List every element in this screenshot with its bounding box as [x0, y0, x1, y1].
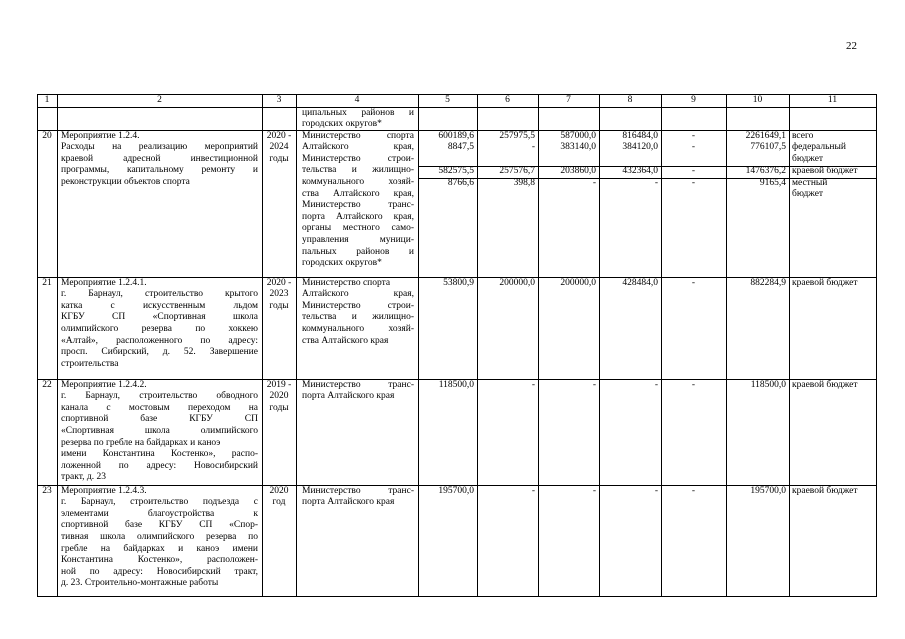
amount-c5: 53800,9	[443, 277, 474, 288]
column-header-8: 8	[627, 94, 633, 105]
amount-c6: 257975,5	[499, 130, 535, 141]
measure-description-line: ложенной по адресу: Новосибирский	[61, 460, 258, 471]
column-header-11: 11	[827, 94, 838, 105]
measure-description-line: ной по адресу: Новосибирский тракт,	[61, 566, 258, 577]
column-header-3: 3	[276, 94, 282, 105]
table-column-rule	[296, 94, 297, 597]
funding-source: федеральный	[792, 142, 846, 152]
amount-c7: 587000,0	[560, 130, 596, 141]
executor-continuation-line: городских округов*	[302, 119, 382, 130]
amount-c6: -	[531, 379, 535, 390]
amount-total: 195700,0	[750, 485, 786, 496]
period-line: 2023	[269, 289, 289, 300]
table-row-rule	[37, 107, 877, 108]
amount-c5: 8847,5	[447, 142, 474, 152]
amount-c7: 383140,0	[560, 142, 596, 152]
executor-line: тельства и жилищно-	[302, 165, 414, 176]
measure-description-line: спортивной базе КГБУ СП «Спор-	[61, 520, 258, 531]
amount-c8: 428484,0	[622, 277, 658, 288]
measure-description-line: тивная школа олимпийского резерва по	[61, 531, 258, 542]
funding-source: краевой бюджет	[792, 277, 858, 288]
period-line: годы	[269, 402, 289, 413]
executor-line: органы местного само-	[302, 223, 414, 234]
table-column-rule	[262, 94, 263, 597]
executor-line: Министерство транс-	[302, 379, 414, 390]
measure-description-line: КГБУ СП «Спортивная школа	[61, 312, 258, 323]
measure-description-line: г. Барнаул, строительство подъезда с	[61, 497, 258, 508]
period-line: 2024	[269, 142, 289, 153]
measure-description-line: тракт, д. 23	[61, 472, 106, 483]
amount-c8: 816484,0	[622, 130, 658, 141]
column-header-9: 9	[691, 94, 696, 105]
period-line: год	[272, 497, 286, 508]
executor-line: коммунального хозяй-	[302, 176, 414, 187]
measure-title: Мероприятие 1.2.4.3.	[61, 485, 147, 496]
amount-c8: 432364,0	[622, 165, 658, 176]
table-column-rule	[57, 94, 58, 597]
amount-c6: 257576,7	[499, 165, 535, 176]
measure-description-line: д. 23. Строительно-монтажные работы	[61, 578, 219, 589]
period-line: 2020	[269, 485, 289, 496]
amount-total: 2261649,1	[745, 130, 786, 141]
measure-description-line: элементами благоустройства к	[61, 508, 258, 519]
amount-c9: -	[691, 277, 696, 288]
column-header-5: 5	[445, 94, 450, 105]
amount-c7: -	[592, 485, 596, 496]
executor-line: Алтайского края,	[302, 142, 414, 153]
period-line: 2020	[269, 391, 289, 402]
executor-line: коммунального хозяй-	[302, 323, 414, 334]
column-header-6: 6	[505, 94, 510, 105]
measure-title: Мероприятие 1.2.4.	[61, 130, 140, 141]
amount-c8: -	[654, 177, 658, 188]
amount-c5: 195700,0	[438, 485, 474, 496]
period-line: 2019 -	[266, 379, 292, 390]
amount-total: 1476376,2	[745, 165, 786, 176]
row-number: 22	[42, 379, 52, 390]
amount-c9: -	[691, 379, 696, 390]
column-header-7: 7	[566, 94, 571, 105]
funding-source: местный	[792, 177, 828, 188]
executor-line: порта Алтайского края,	[302, 211, 414, 222]
budget-table	[37, 94, 876, 596]
period-line: 2020 -	[266, 130, 292, 141]
row-number: 20	[42, 130, 52, 141]
column-header-2: 2	[157, 94, 162, 105]
funding-source: краевой бюджет	[792, 379, 858, 390]
funding-source: бюджет	[792, 189, 824, 200]
table-column-rule	[789, 94, 790, 597]
page-number: 22	[846, 40, 857, 52]
amount-c9: -	[691, 130, 696, 141]
executor-line: Министерство спорта	[302, 277, 391, 288]
executor-line: пальных районов и	[302, 246, 414, 257]
amount-c9: -	[691, 485, 696, 496]
executor-line: тельства и жилищно-	[302, 312, 414, 323]
executor-line: Министерство транс-	[302, 200, 414, 211]
measure-description-line: спортивной базе КГБУ СП	[61, 414, 258, 425]
executor-line: Алтайского края,	[302, 289, 414, 300]
measure-description-line: Константина Костенко», расположен-	[61, 555, 258, 566]
period-line: годы	[269, 300, 289, 311]
column-header-1: 1	[44, 94, 50, 105]
amount-c7: -	[592, 379, 596, 390]
amount-total: 118500,0	[750, 379, 786, 390]
measure-title: Мероприятие 1.2.4.1.	[61, 277, 147, 288]
measure-description-line: программы, капитальному ремонту и	[61, 165, 258, 176]
column-header-10: 10	[752, 94, 763, 105]
executor-line: порта Алтайского края	[302, 497, 395, 508]
amount-total: 776107,5	[750, 142, 786, 152]
amount-c9: -	[691, 177, 696, 188]
executor-line: порта Алтайского края	[302, 391, 395, 402]
executor-line: Министерство строи-	[302, 300, 414, 311]
amount-c6: -	[531, 142, 535, 152]
measure-title: Мероприятие 1.2.4.2.	[61, 379, 147, 390]
measure-description-line: просп. Сибирский, д. 52. Завершение	[61, 347, 258, 358]
measure-description-line: Расходы на реализацию мероприятий	[61, 142, 258, 153]
amount-c9: -	[691, 165, 696, 176]
executor-line: Министерство спорта	[302, 130, 414, 141]
amount-c8: -	[654, 379, 658, 390]
measure-description-line: г. Барнаул, строительство крытого	[61, 289, 258, 300]
executor-line: ства Алтайского края	[302, 335, 389, 346]
amount-c5: 118500,0	[438, 379, 474, 390]
executor-line: управления муници-	[302, 234, 414, 245]
measure-description-line: канала с мостовым переходом на	[61, 402, 258, 413]
amount-c8: 384120,0	[622, 142, 658, 152]
measure-description-line: «Спортивная школа олимпийского	[61, 425, 258, 436]
executor-line: ства Алтайского края,	[302, 188, 414, 199]
table-column-rule	[876, 94, 877, 597]
period-line: 2020 -	[266, 277, 292, 288]
executor-line: Министерство строи-	[302, 153, 414, 164]
funding-source: краевой бюджет	[792, 165, 858, 176]
measure-description-line: резерва по гребле на байдарках и каноэ	[61, 437, 221, 448]
amount-c9: -	[691, 142, 696, 152]
measure-description-line: катка с искусственным льдом	[61, 300, 258, 311]
amount-c5: 600189,6	[438, 130, 474, 141]
executor-line: Министерство транс-	[302, 485, 414, 496]
measure-description-line: олимпийского резерва по хоккею	[61, 323, 258, 334]
funding-source: краевой бюджет	[792, 485, 858, 496]
row-number: 21	[42, 277, 52, 288]
amount-c6: -	[531, 485, 535, 496]
measure-description-line: г. Барнаул, строительство обводного	[61, 391, 258, 402]
amount-c5: 8766,6	[447, 177, 474, 188]
measure-description-line: имени Константина Костенко», распо-	[61, 449, 258, 460]
measure-description-line: строительства	[61, 358, 119, 369]
amount-c5: 582575,5	[438, 165, 474, 176]
column-header-4: 4	[354, 94, 360, 105]
measure-description-line: гребле на байдарках и каноэ имени	[61, 543, 258, 554]
amount-c7: -	[592, 177, 596, 188]
amount-c8: -	[654, 485, 658, 496]
amount-c7: 200000,0	[560, 277, 596, 288]
table-column-rule	[37, 94, 38, 597]
measure-description-line: реконструкции объектов спорта	[61, 176, 190, 187]
executor-continuation-line: ципальных районов и	[302, 107, 414, 118]
amount-c7: 203860,0	[560, 165, 596, 176]
measure-description-line: «Алтай», расположенного по адресу:	[61, 335, 258, 346]
amount-total: 9165,4	[759, 177, 786, 188]
funding-source: всего	[792, 130, 814, 141]
period-line: годы	[269, 153, 289, 164]
amount-c6: 200000,0	[499, 277, 535, 288]
measure-description-line: краевой адресной инвестиционной	[61, 153, 258, 164]
amount-c6: 398,8	[513, 177, 535, 188]
table-row-rule	[37, 596, 877, 597]
row-number: 23	[42, 485, 52, 496]
amount-total: 882284,9	[750, 277, 786, 288]
funding-source: бюджет	[792, 153, 824, 164]
executor-line: городских округов*	[302, 258, 382, 269]
